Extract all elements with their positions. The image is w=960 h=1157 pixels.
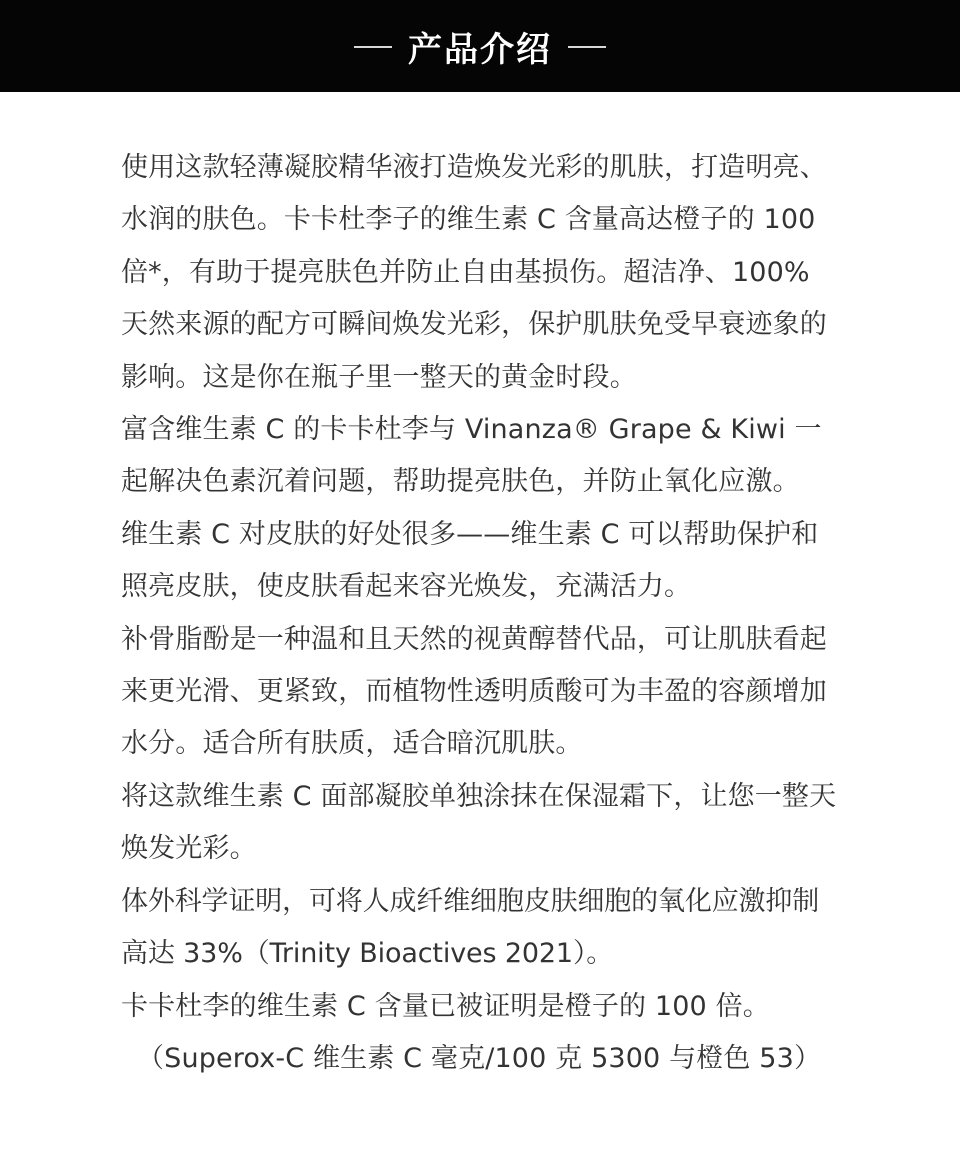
right-decorative-dash [568,46,606,48]
description-paragraph-vitamin-c: 维生素 C 对皮肤的好处很多——维生素 C 可以帮助保护和照亮皮肤，使皮肤看起来容光焕发，充满活力。 [121,518,819,603]
product-description [121,142,841,1085]
description-paragraph-vitamin-comparison: 卡卡杜李的维生素 C 含量已被证明是橙子的 100 倍。 [121,990,770,1022]
description-paragraph-ingredients: 富含维生素 C 的卡卡杜李与 Vinanza® Grape & Kiwi 一起解决色素沉着问题，帮助提亮肤色，并防止氧化应激。 [121,414,822,498]
section-title-text: 产品介绍 [408,29,552,70]
left-decorative-dash [354,46,392,48]
description-paragraph-footnote: （Superox-C 维生素 C 毫克/100 克 5300 与橙色 53） [137,1042,822,1074]
description-paragraph-retinol-alternative: 补骨脂酚是一种温和且天然的视黄醇替代品，可让肌肤看起来更光滑、更紧致，而植物性透明质酸可为丰盈的容颜增加水分。适合所有肤质，适合暗沉肌肤。 [121,623,827,760]
description-paragraph-scientific-proof: 体外科学证明，可将人成纤维细胞皮肤细胞的氧化应激抑制高达 33%（Trinity Bioactives 2021）。 [121,885,820,970]
description-paragraph-intro: 使用这款轻薄凝胶精华液打造焕发光彩的肌肤，打造明亮、水润的肤色。卡卡杜李子的维生素 C 含量高达橙子的 100 倍*，有助于提亮肤色并防止自由基损伤。超洁净、100% 天然来源的配方可瞬间焕发光彩，保护肌肤免受早衰迹象的影响。这是你在瓶子里一整天的黄金时段。 [121,152,827,393]
page-header [0,0,960,92]
section-title [354,22,606,71]
description-paragraph-usage: 将这款维生素 C 面部凝胶单独涂抹在保湿霜下，让您一整天焕发光彩。 [121,780,837,865]
